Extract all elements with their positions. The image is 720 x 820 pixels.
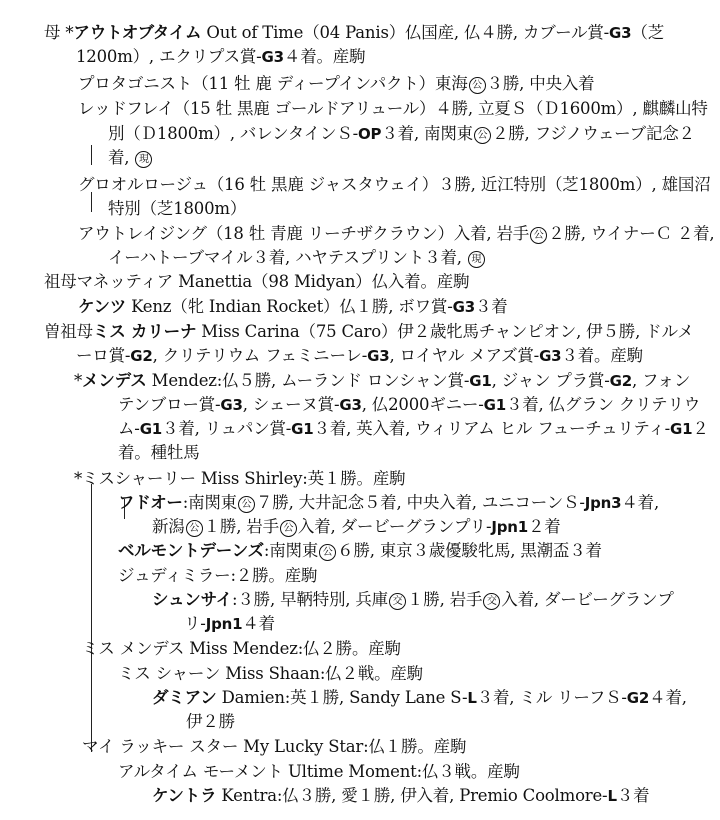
grade-badge: G3: [452, 298, 475, 316]
offspring-line: グロオルロージュ（16 牡 黒鹿 ジャスタウェイ）３勝, 近江特別（芝1800m）, 雄国沼: [78, 175, 711, 194]
horse-name: シュンサイ: [152, 590, 233, 609]
offspring-line: *ミスシャーリー Miss Shirley:英１勝。産駒: [74, 469, 406, 488]
grade-badge: G3: [539, 347, 562, 365]
circled-mark: 現: [468, 251, 485, 268]
offspring-line: ダミアン Damien:英１勝, Sandy Lane S-L３着, ミル リーフＳ-G2４着,: [152, 688, 687, 707]
grade-badge: G2: [130, 347, 153, 365]
grade-badge: G3: [339, 396, 362, 414]
circled-mark: 公: [280, 520, 297, 537]
grade-badge: G1: [483, 396, 506, 414]
offspring-line-cont: 着。種牡馬: [118, 443, 200, 462]
grade-badge: L: [607, 787, 617, 805]
grade-badge: G1: [291, 420, 314, 438]
offspring-line-cont: リ-Jpn1４着: [184, 614, 275, 633]
tree-connector: [91, 145, 92, 165]
circled-mark: 公: [530, 227, 547, 244]
grade-badge: G1: [139, 420, 163, 438]
offspring-line: ケンツ Kenz（牝 Indian Rocket）仏１勝, ボワ賞-G3３着: [78, 297, 508, 316]
offspring-line-cont: テンブロー賞-G3, シェーヌ賞-G3, 仏2000ギニー-G1３着, 仏グラン クリテリウ: [118, 395, 701, 414]
offspring-line: フドオー:南関東 公 ７勝, 大井記念５着, 中央入着, ユニコーンＳ-Jpn3４着,: [118, 493, 659, 512]
grade-badge: L: [467, 689, 477, 707]
grade-badge: G2: [609, 372, 632, 390]
grade-badge: G2: [626, 689, 650, 707]
grade-badge: G3: [220, 396, 243, 414]
circled-mark: 公: [474, 127, 491, 144]
offspring-line: ケントラ Kentra:仏３勝, 愛１勝, 伊入着, Premio Coolmore-L３着: [152, 786, 650, 805]
offspring-line: アウトレイジング（18 牡 青鹿 リーチザクラウン）入着, 岩手 公 ２勝, ウイナーＣ ２着,: [78, 224, 715, 243]
circled-mark: 現: [135, 151, 152, 168]
tree-connector: [91, 484, 92, 752]
grade-badge: G3: [367, 347, 390, 365]
great-granddam-line: 曽祖母ミス カリーナ Miss Carina（75 Caro）伊２歳牝馬チャンピオン, 伊５勝, ドルメ: [44, 322, 694, 341]
offspring-line: プロタゴニスト（11 牡 鹿 ディープインパクト）東海 公 ３勝, 中央入着: [78, 74, 595, 93]
dam-line: 母 *アウトオブタイム Out of Time（04 Panis）仏国産, 仏４勝, カブール賞-G3（芝: [44, 23, 665, 42]
grade-badge: Jpn3: [584, 494, 622, 512]
circled-mark: 公: [186, 520, 203, 537]
circled-mark: 交: [389, 593, 406, 610]
horse-name: ベルモントデーンズ: [118, 541, 264, 560]
offspring-line: ミス メンデス Miss Mendez:仏２勝。産駒: [82, 639, 401, 658]
offspring-line: *メンデス Mendez:仏５勝, ムーランド ロンシャン賞-G1, ジャン プラ賞-G2, フォン: [74, 371, 691, 390]
horse-name: ダミアン: [152, 688, 217, 707]
offspring-line: ベルモントデーンズ:南関東 公 ６勝, 東京３歳優駿牝馬, 黒潮盃３着: [118, 541, 602, 560]
dam-line-cont: 1200m）, エクリプス賞-G3４着。産駒: [76, 47, 366, 66]
circled-mark: 公: [238, 496, 255, 513]
offspring-line: アルタイム モーメント Ultime Moment:仏３戦。産駒: [118, 762, 520, 781]
horse-name: アウトオブタイム: [73, 23, 202, 42]
offspring-line: ジュディミラー:２勝。産駒: [118, 566, 318, 585]
offspring-line-cont: 新潟 公 １勝, 岩手 公 入着, ダービーグランプリ-Jpn1２着: [152, 517, 561, 536]
grade-badge: G1: [670, 420, 693, 438]
grade-badge: OP: [358, 125, 382, 143]
offspring-line-cont: ム-G1３着, リュパン賞-G1３着, 英入着, ウィリアム ヒル フューチュリティ-G1２: [118, 419, 709, 438]
grade-badge: G3: [609, 24, 632, 42]
offspring-line: マイ ラッキー スター My Lucky Star:仏１勝。産駒: [82, 737, 467, 756]
horse-name: メンデス: [82, 371, 147, 390]
grade-badge: Jpn1: [205, 615, 243, 633]
grade-badge: G1: [469, 372, 492, 390]
offspring-line-cont: 特別（芝1800m）: [108, 199, 247, 218]
grade-badge: Jpn1: [491, 518, 528, 536]
horse-name: ミス カリーナ: [92, 322, 197, 341]
circled-mark: 交: [483, 593, 500, 610]
offspring-line: シュンサイ:３勝, 早鞆特別, 兵庫 交 １勝, 岩手 交 入着, ダービーグランプ: [152, 590, 674, 609]
circled-mark: 公: [469, 77, 486, 94]
offspring-line: ミス シャーン Miss Shaan:仏２戦。産駒: [118, 664, 423, 683]
grade-badge: G3: [261, 48, 284, 66]
circled-mark: 公: [319, 544, 336, 561]
horse-name: フドオー: [118, 493, 183, 512]
offspring-line-cont: 伊２勝: [186, 712, 235, 731]
offspring-line: レッドフレイ（15 牡 黒鹿 ゴールドアリュール）４勝, 立夏Ｓ（Ｄ1600m）, 麒麟山特: [78, 99, 708, 118]
horse-name: ケントラ: [152, 786, 217, 805]
offspring-line-cont: 別（Ｄ1800m）, バレンタインＳ-OP３着, 南関東 公 ２勝, フジノウェーブ記念２: [108, 124, 695, 143]
granddam-line: 祖母マネッティア Manettia（98 Midyan）仏入着。産駒: [44, 272, 470, 291]
offspring-line-cont: 着, 現: [108, 146, 153, 170]
offspring-line-cont: イーハトーブマイル３着, ハヤテスプリント３着, 現: [108, 246, 486, 270]
great-granddam-line-cont: ーロ賞-G2, クリテリウム フェミニーレ-G3, ロイヤル メアズ賞-G3３着。産駒: [76, 346, 643, 365]
horse-name: ケンツ: [78, 297, 127, 316]
